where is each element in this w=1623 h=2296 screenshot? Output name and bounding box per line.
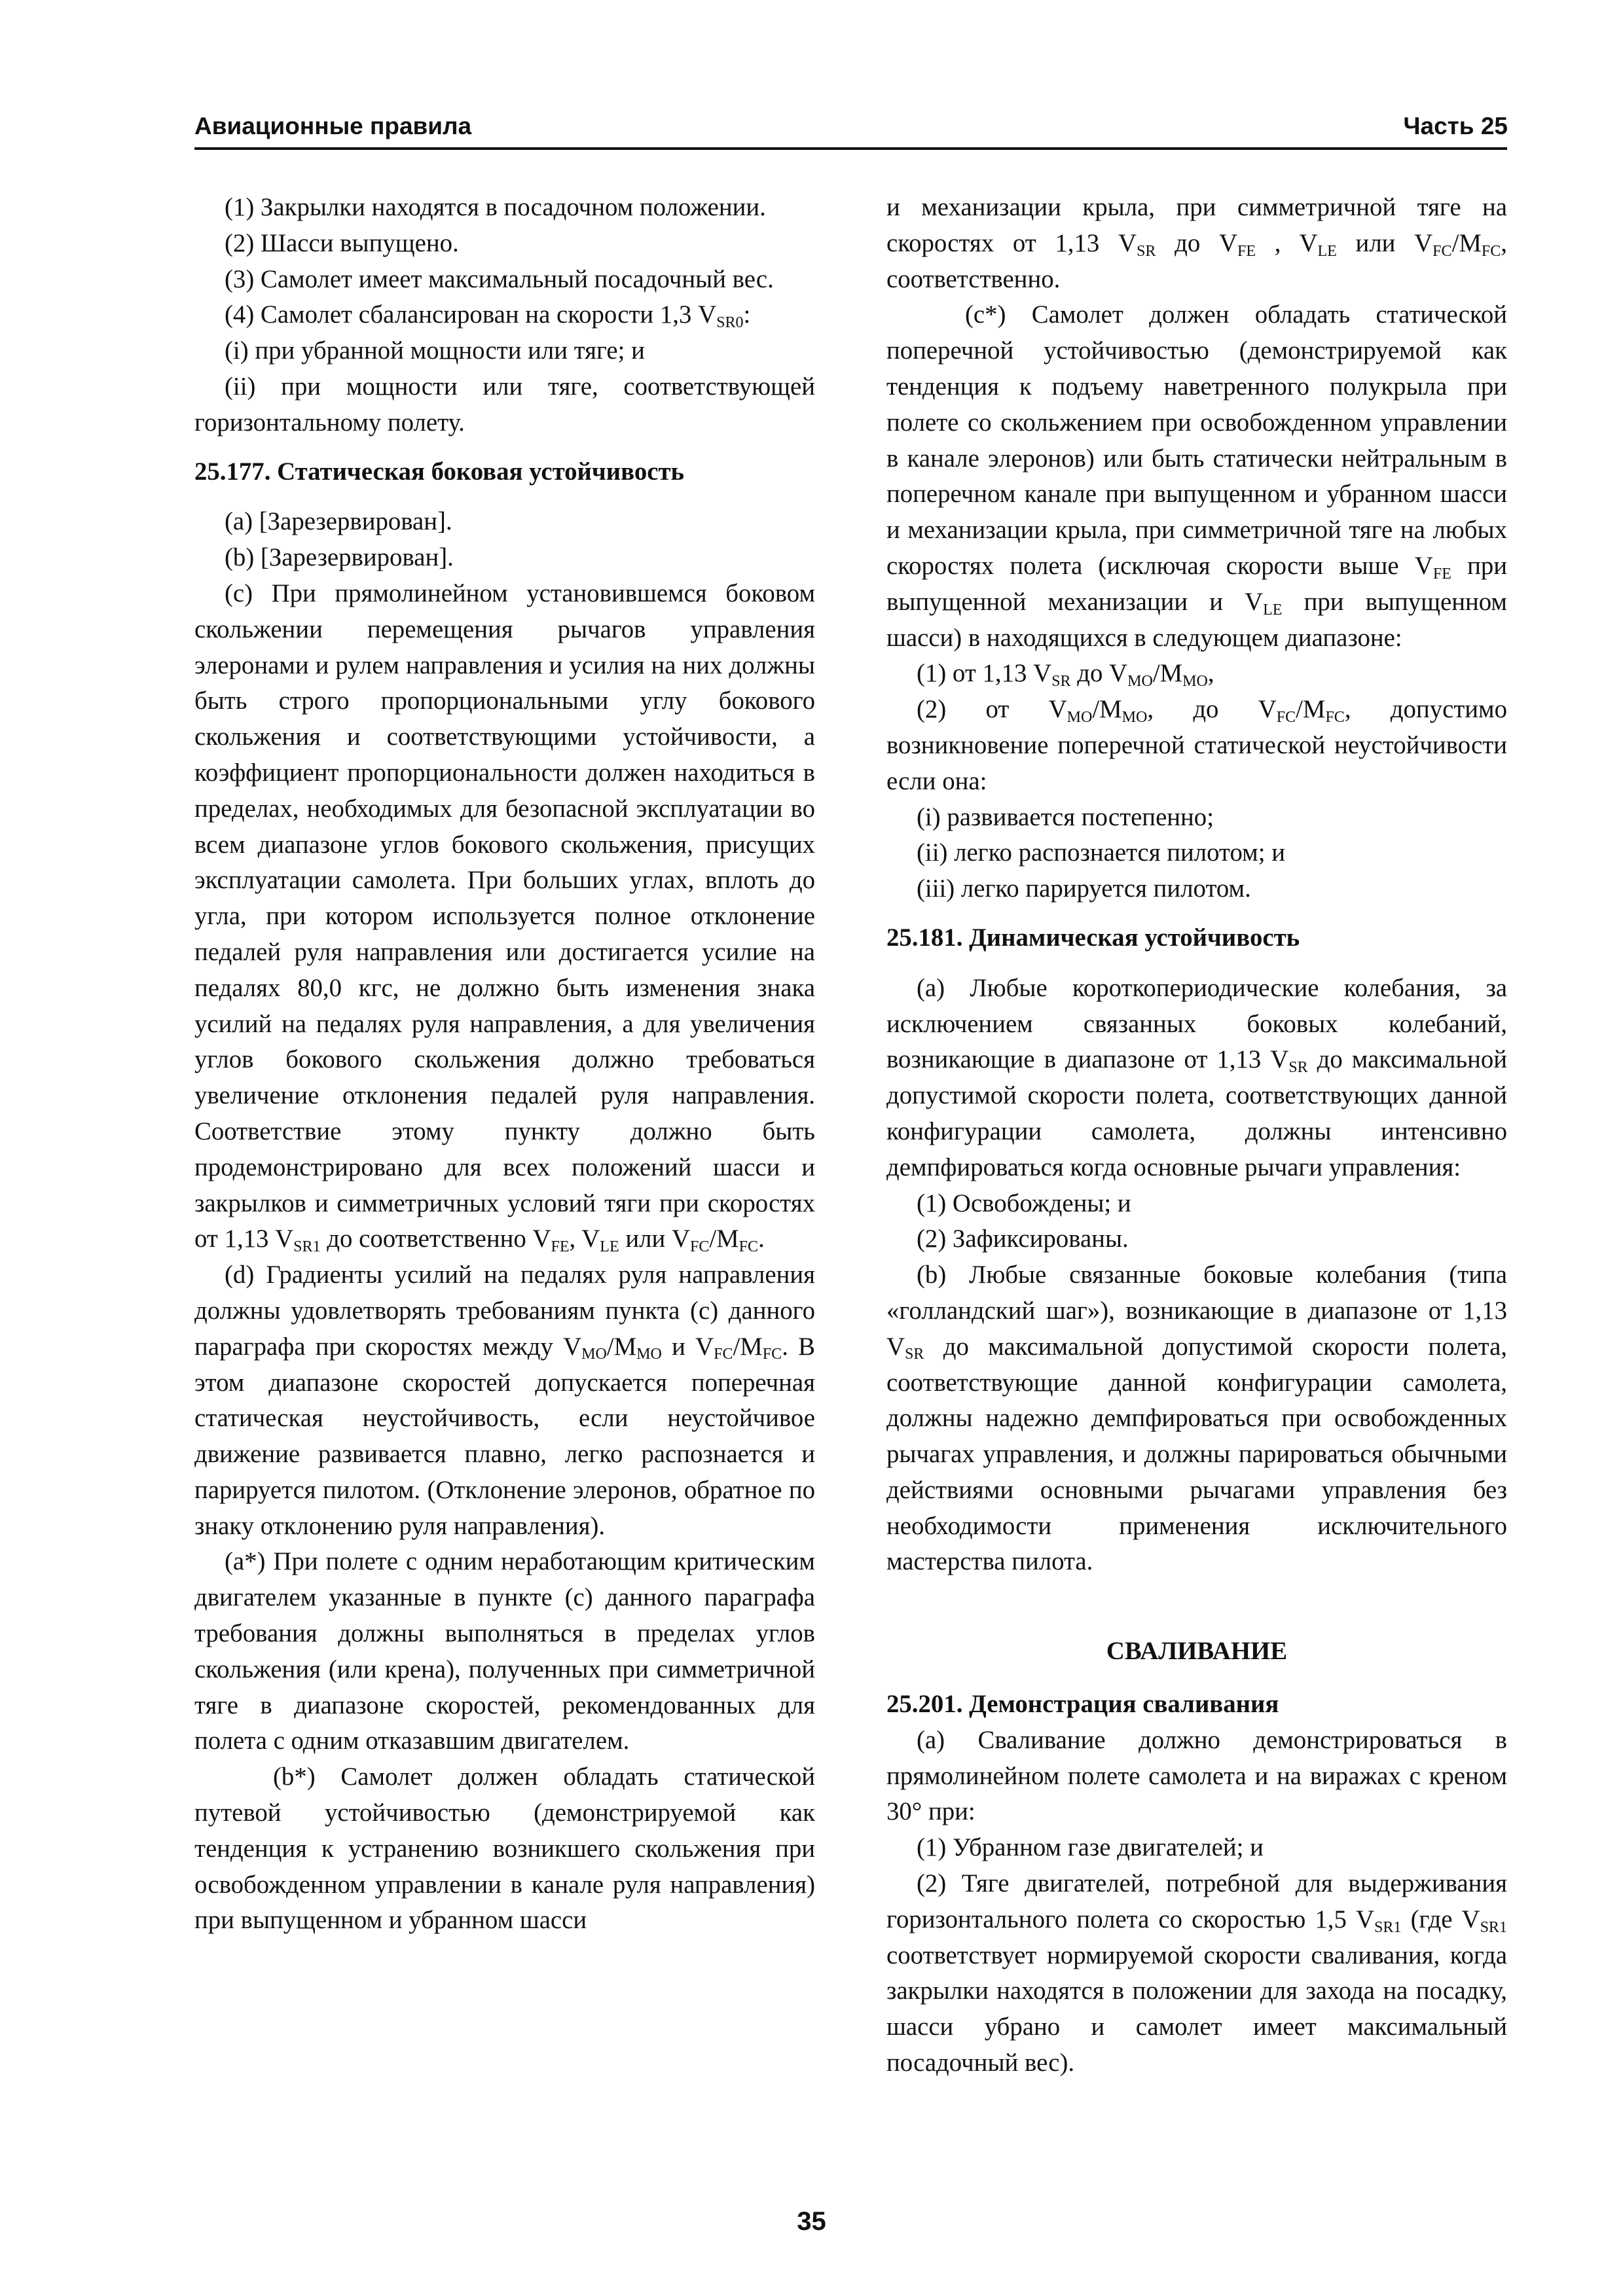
paragraph: (2) Шасси выпущено. — [225, 228, 459, 257]
paragraph: (ii) легко распознается пилотом; и — [917, 838, 1285, 867]
paragraph: (b) Любые связанные боковые колебания (типа «голландский шаг»), возникающие в диапазоне от 1,13 $V_{SR}$ до максимальной допустимой скорости полета, соответствующие данной конфигурации самолета, должны надежно демпфироваться при освобожденных рычагах управления, и должны парироваться обычными действиями основными рычагами управления без необходимости применения исключительного мастерства пилота. — [886, 1261, 1507, 1576]
paragraph: (1) Убранном газе двигателей; и — [917, 1833, 1264, 1862]
running-header-part: Часть 25 — [1403, 113, 1508, 139]
section-heading-25-181: 25.181. Динамическая устойчивость — [886, 923, 1300, 952]
paragraph: (ii) при мощности или тяге, соответствующей горизонтальному полету. — [194, 372, 815, 437]
paragraph: (b*) Самолет должен обладать статической путевой устойчивостью (демонстрируемой как тенденция к устранению возникшего скольжения при освобожденном управлении в канале руля направления) при выпущенном и убранном шасси — [194, 1763, 815, 1935]
paragraph: (b) [Зарезервирован]. — [225, 543, 454, 572]
paragraph: (i) при убранной мощности или тяге; и — [225, 336, 645, 365]
header-rule — [194, 147, 1507, 150]
section-heading-25-177: 25.177. Статическая боковая устойчивость — [194, 457, 685, 486]
paragraph: (c) При прямолинейном установившемся боковом скольжении перемещения рычагов управления элеронами и рулем направления и усилия на них должны быть строго пропорциональными углу бокового скольжения и соответствующими устойчивости, а коэффициент пропорциональности должен находиться в пределах, необходимых для безопасной эксплуатации во всем диапазоне углов бокового скольжения, присущих эксплуатации самолета. При больших углах, вплоть до угла, при котором используется полное отклонение педалей руля направления или достигается усилие на педалях 80,0 кгс, не должно быть изменения знака усилий на педалях руля направления, а для увеличения углов бокового скольжения должно требоваться увеличение отклонения педалей руля направления. Соответствие этому пункту должно быть продемонстрировано для всех положений шасси и закрылков и симметричных условий тяги при скоростях от 1,13 $V_{SR1}$ до соответственно $V_{FE}$, $V_{LE}$ или $V_{FC}/M_{FC}$. — [194, 579, 815, 1256]
chapter-heading-stalling: СВАЛИВАНИЕ — [1106, 1637, 1288, 1666]
paragraph: (d) Градиенты усилий на педалях руля направления должны удовлетворять требованиям пункта (c) данного параграфа при скоростях между $V_{MO}/M_{MO}$ и $V_{FC}/M_{FC}$. В этом диапазоне скоростей допускается поперечная статическая неустойчивость, если неустойчивое движение развивается плавно, легко распознается и парируется пилотом. (Отклонение элеронов, обратное по знаку отклонению руля направления). — [194, 1261, 815, 1540]
paragraph: (i) развивается постепенно; — [917, 802, 1214, 831]
paragraph: (iii) легко парируется пилотом. — [917, 874, 1251, 903]
paragraph: (2) Тяге двигателей, потребной для выдерживания горизонтального полета со скоростью 1,5 $V_{SR1}$ (где $V_{SR1}$ соответствует нормируемой скорости сваливания, когда закрылки находятся в положении для захода на посадку, шасси убрано и самолет имеет максимальный посадочный вес). — [886, 1869, 1507, 2077]
paragraph: (3) Самолет имеет максимальный посадочный вес. — [225, 264, 774, 293]
right-column — [886, 190, 1507, 2081]
paragraph: (2) от $V_{MO}/M_{MO}$, до $V_{FC}/M_{FC}$, допустимо возникновение поперечной статической неустойчивости если она: — [886, 695, 1507, 795]
page-number: 35 — [797, 2207, 826, 2236]
paragraph: (2) Зафиксированы. — [917, 1225, 1129, 1253]
paragraph: (1) от 1,13 $V_{SR}$ до $V_{MO}/M_{MO}$, — [917, 659, 1214, 691]
left-column — [194, 190, 815, 1939]
paragraph: (1) Закрылки находятся в посадочном положении. — [225, 193, 766, 221]
paragraph: (a*) При полете с одним неработающим критическим двигателем указанные в пункте (c) данного параграфа требования должны выполняться в пределах углов скольжения (или крена), полученных при симметричной тяге в диапазоне скоростей, рекомендованных для полета с одним отказавшим двигателем. — [194, 1547, 815, 1755]
section-heading-25-201: 25.201. Демонстрация сваливания — [886, 1690, 1279, 1719]
paragraph: (c*) Самолет должен обладать статической поперечной устойчивостью (демонстрируемой как тенденция к подъему наветренного полукрыла при полете со скольжением при освобожденном управлении в канале элеронов) или быть статически нейтральным в поперечном канале при выпущенном и убранном шасси и механизации крыла, при симметричной тяге на любых скоростях полета (исключая скорости выше $V_{FE}$ при выпущенной механизации и $V_{LE}$ при выпущенном шасси) в находящихся в следующем диапазоне: — [886, 300, 1508, 652]
paragraph: (1) Освобождены; и — [917, 1189, 1131, 1217]
paragraph: (a) Сваливание должно демонстрироваться в прямолинейном полете самолета и на виражах с креном 30° при: — [886, 1725, 1507, 1826]
running-header-title: Авиационные правила — [194, 113, 472, 139]
paragraph: (a) Любые короткопериодические колебания, за исключением связанных боковых колебаний, возникающие в диапазоне от 1,13 $V_{SR}$ до максимальной допустимой скорости полета, соответствующих данной конфигурации самолета, должны интенсивно демпфироваться когда основные рычаги управления: — [886, 973, 1507, 1181]
paragraph: и механизации крыла, при симметричной тяге на скоростях от 1,13 $V_{SR}$ до $V_{FE}$ , $V_{LE}$ или $V_{FC}/M_{FC}$, соответственно. — [886, 193, 1507, 293]
paragraph: (4) Самолет сбалансирован на скорости 1,3 $V_{SR0}$: — [225, 300, 751, 332]
paragraph: (a) [Зарезервирован]. — [225, 507, 452, 536]
